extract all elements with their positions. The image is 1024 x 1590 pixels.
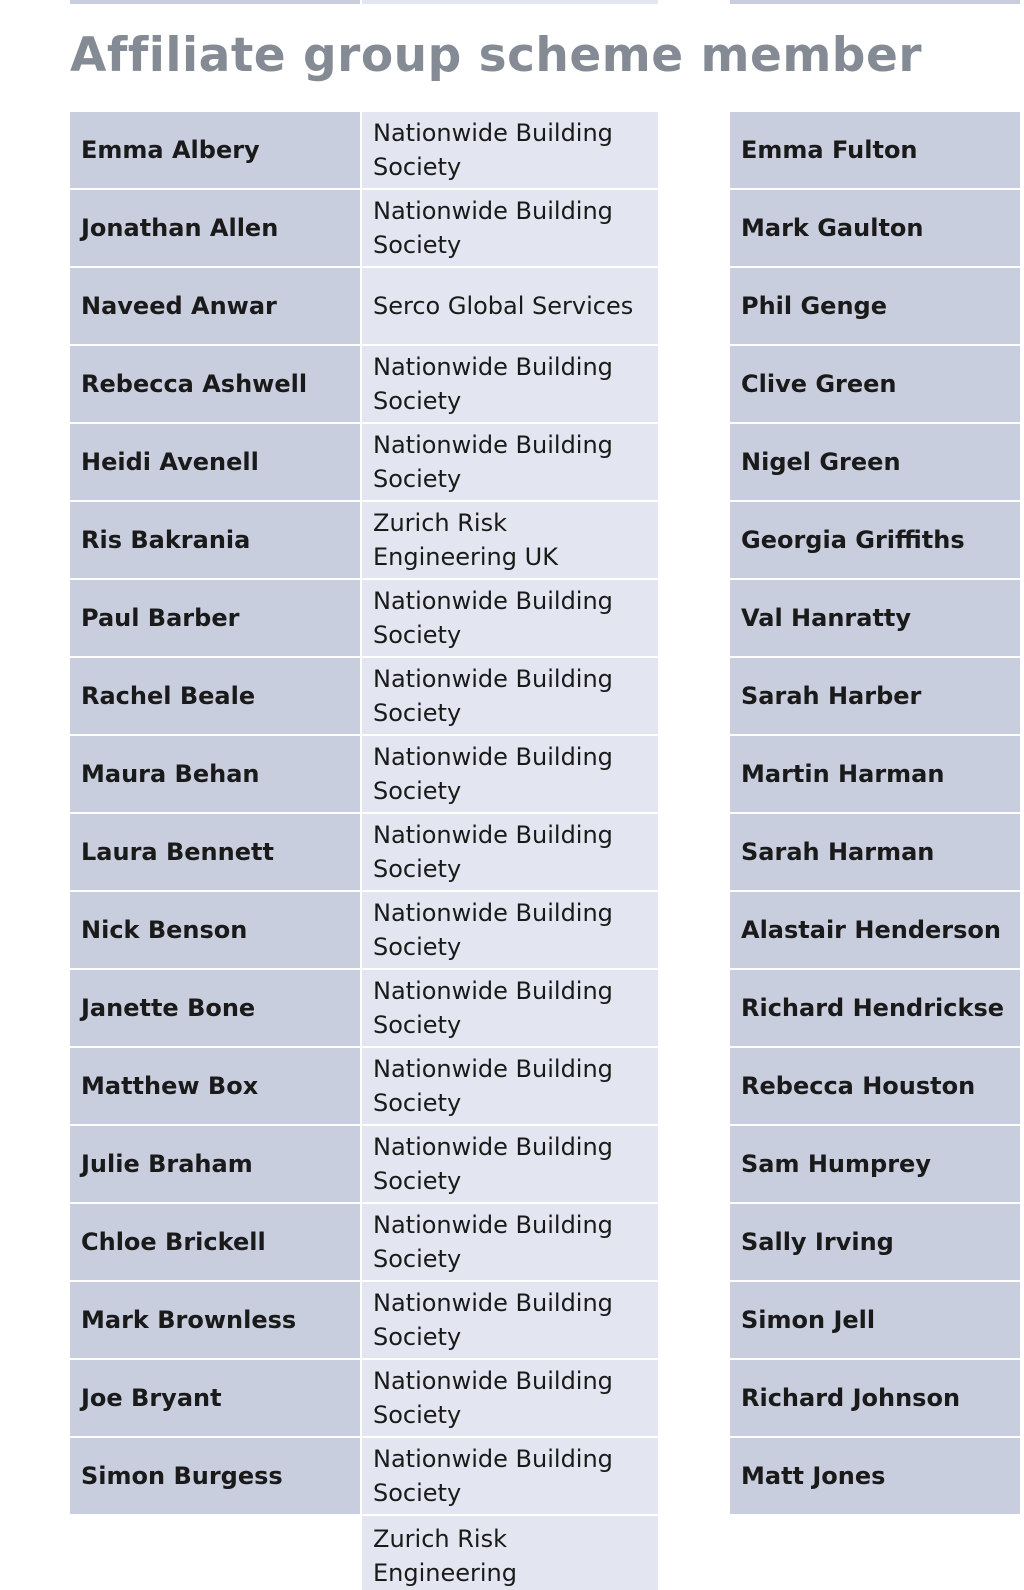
member-name: Heidi Avenell [70, 424, 360, 500]
member-name: Rebecca Ashwell [70, 346, 360, 422]
table-row [730, 736, 1020, 812]
table-row [70, 424, 658, 500]
member-organisation: Nationwide Building Society [362, 1282, 658, 1358]
member-name: Laura Bennett [70, 814, 360, 890]
table-row [730, 1126, 1020, 1202]
member-name: Naveed Anwar [70, 268, 360, 344]
table-row-partial [70, 1516, 658, 1587]
table-row [70, 1204, 658, 1280]
member-organisation: Nationwide Building Society [362, 190, 658, 266]
top-strip-middle [362, 0, 658, 4]
member-name: Maura Behan [70, 736, 360, 812]
member-name: Nick Benson [70, 892, 360, 968]
member-name: Phil Genge [730, 268, 1020, 344]
member-organisation: Nationwide Building Society [362, 1438, 658, 1514]
member-name: Sally Irving [730, 1204, 1020, 1280]
table-row [730, 502, 1020, 578]
member-name: Val Hanratty [730, 580, 1020, 656]
table-row [730, 970, 1020, 1046]
section-title: Affiliate group scheme member [70, 28, 923, 83]
member-organisation: Serco Global Services [362, 268, 658, 344]
top-strip-left [70, 0, 360, 4]
member-organisation: Nationwide Building Society [362, 1126, 658, 1202]
table-row [70, 1438, 658, 1514]
member-name: Sarah Harman [730, 814, 1020, 890]
table-row [730, 424, 1020, 500]
member-name: Chloe Brickell [70, 1204, 360, 1280]
member-organisation: Nationwide Building Society [362, 1360, 658, 1436]
table-row [70, 580, 658, 656]
table-row [70, 502, 658, 578]
member-organisation: Nationwide Building Society [362, 1204, 658, 1280]
member-name: Julie Braham [70, 1126, 360, 1202]
table-row [70, 1048, 658, 1124]
table-row [70, 1126, 658, 1202]
member-organisation: Nationwide Building Society [362, 658, 658, 734]
table-row [730, 1204, 1020, 1280]
member-name: Matthew Box [70, 1048, 360, 1124]
table-row [730, 190, 1020, 266]
table-row [730, 814, 1020, 890]
table-row [70, 346, 658, 422]
member-organisation: Nationwide Building Society [362, 970, 658, 1046]
member-name: Richard Hendrickse [730, 970, 1020, 1046]
member-name: Mark Gaulton [730, 190, 1020, 266]
table-row [730, 1438, 1020, 1514]
member-organisation: Nationwide Building Society [362, 814, 658, 890]
member-name: Sarah Harber [730, 658, 1020, 734]
table-row [70, 1282, 658, 1358]
member-name: Joe Bryant [70, 1360, 360, 1436]
table-row [70, 892, 658, 968]
table-row [70, 190, 658, 266]
table-row-partial [730, 1516, 1020, 1556]
member-organisation: Nationwide Building Society [362, 112, 658, 188]
member-name: Rebecca Houston [730, 1048, 1020, 1124]
table-row [730, 658, 1020, 734]
member-organisation: Nationwide Building Society [362, 736, 658, 812]
member-table-right [730, 112, 1020, 1558]
member-name: Jonathan Allen [70, 190, 360, 266]
table-row [70, 814, 658, 890]
table-row [730, 112, 1020, 188]
member-organisation: Nationwide Building Society [362, 1048, 658, 1124]
member-name: Martin Harman [730, 736, 1020, 812]
member-organisation: Nationwide Building Society [362, 892, 658, 968]
member-name: Matt Jones [730, 1438, 1020, 1514]
member-organisation: Nationwide Building Society [362, 580, 658, 656]
member-organisation: Nationwide Building Society [362, 424, 658, 500]
member-name: Nigel Green [730, 424, 1020, 500]
table-row [70, 1360, 658, 1436]
member-name: Clive Green [730, 346, 1020, 422]
member-name: Simon Burgess [70, 1438, 360, 1514]
member-name: Sam Humprey [730, 1126, 1020, 1202]
table-row [70, 112, 658, 188]
member-name: Richard Johnson [730, 1360, 1020, 1436]
table-row [730, 580, 1020, 656]
table-row [730, 892, 1020, 968]
table-row [730, 1048, 1020, 1124]
table-row [730, 1282, 1020, 1358]
member-organisation: Nationwide Building Society [362, 346, 658, 422]
member-name: Georgia Griffiths [730, 502, 1020, 578]
member-organisation: Zurich Risk Engineering UK [362, 502, 658, 578]
table-row [730, 1360, 1020, 1436]
member-name: Rachel Beale [70, 658, 360, 734]
top-strip-right [730, 0, 1020, 4]
member-name: Emma Fulton [730, 112, 1020, 188]
table-row [70, 268, 658, 344]
table-row [70, 658, 658, 734]
table-row [730, 346, 1020, 422]
member-name: Ris Bakrania [70, 502, 360, 578]
member-name: Alastair Henderson [730, 892, 1020, 968]
member-name: Emma Albery [70, 112, 360, 188]
member-name: Paul Barber [70, 580, 360, 656]
member-name: Mark Brownless [70, 1282, 360, 1358]
table-row [730, 268, 1020, 344]
member-name: Simon Jell [730, 1282, 1020, 1358]
table-row [70, 736, 658, 812]
member-name: Janette Bone [70, 970, 360, 1046]
table-row [70, 970, 658, 1046]
member-organisation: Zurich Risk Engineering [362, 1516, 658, 1590]
member-table-left [70, 112, 658, 1587]
